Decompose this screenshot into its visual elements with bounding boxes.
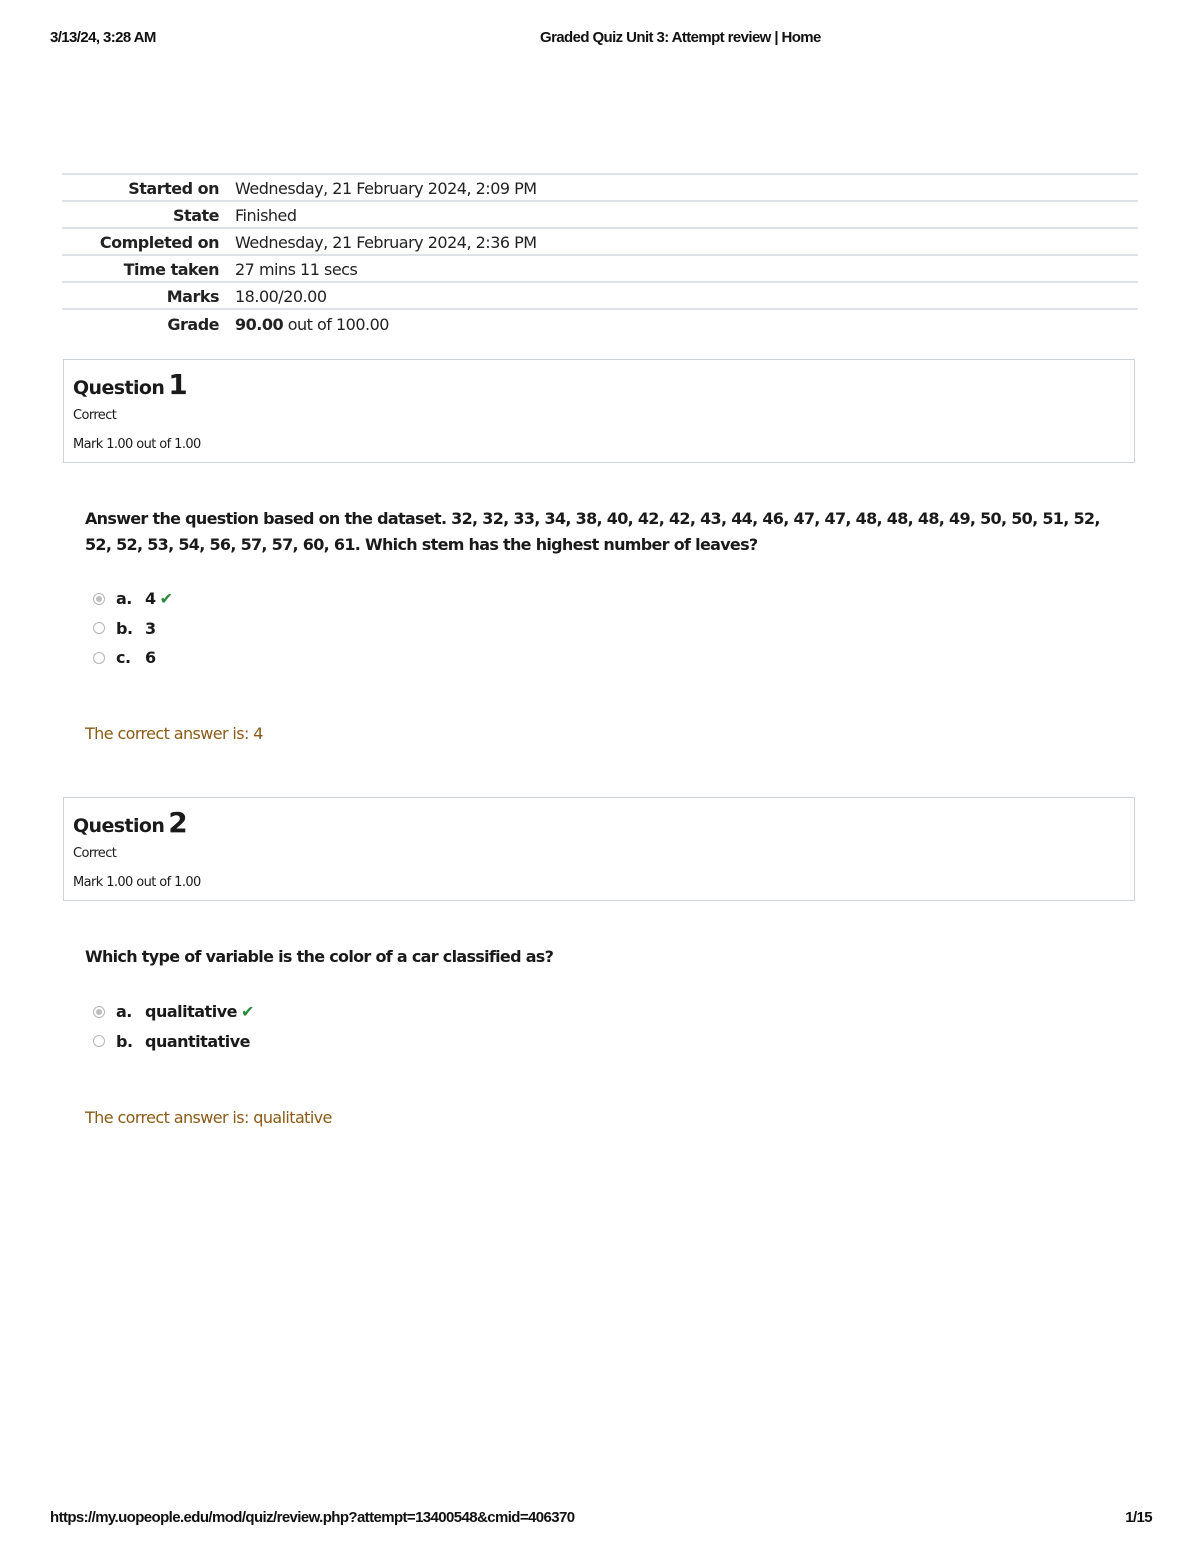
answer-letter: b. — [116, 618, 133, 638]
summary-row — [62, 201, 1138, 228]
answer-options — [93, 584, 173, 673]
answer-option[interactable] — [93, 584, 173, 614]
summary-row — [62, 228, 1138, 255]
radio-icon[interactable] — [93, 652, 105, 664]
summary-row — [62, 174, 1138, 201]
question-number: 1 — [168, 368, 188, 401]
summary-row — [62, 309, 1138, 336]
question-text: Answer the question based on the dataset. 32, 32, 33, 34, 38, 40, 42, 42, 43, 44, 46, 47, 47, 48, 48, 48, 49, 50, 50, 51, 52, 52, 52, 53, 54, 56, 57, 57, 60, 61. Which stem has the highest number of leaves? — [85, 509, 1100, 554]
question-info-box — [63, 359, 1135, 463]
answer-letter: a. — [116, 589, 132, 609]
answer-text: quantitative — [145, 1031, 251, 1051]
page-number: 1/15 — [1125, 1509, 1152, 1526]
summary-row — [62, 282, 1138, 309]
summary-value: Wednesday, 21 February 2024, 2:09 PM — [235, 179, 537, 198]
summary-label: Marks — [166, 287, 219, 306]
answer-options — [93, 997, 254, 1056]
answer-letter: c. — [116, 648, 131, 668]
summary-value: 27 mins 11 secs — [235, 260, 358, 279]
summary-label: Completed on — [99, 233, 219, 252]
summary-value: Wednesday, 21 February 2024, 2:36 PM — [235, 233, 537, 252]
radio-selected-icon[interactable] — [93, 593, 105, 605]
answer-text: qualitative — [145, 1002, 237, 1022]
answer-text: 6 — [145, 648, 156, 668]
question-mark: Mark 1.00 out of 1.00 — [73, 437, 201, 452]
question-title-label: Question — [73, 815, 165, 837]
radio-icon[interactable] — [93, 622, 105, 634]
question-number: 2 — [168, 806, 188, 839]
right-answer-feedback: The correct answer is: qualitative — [85, 1108, 332, 1127]
check-icon: ✔ — [240, 1002, 254, 1022]
answer-text: 3 — [145, 618, 156, 638]
quiz-summary-table — [62, 173, 1138, 336]
answer-letter: a. — [116, 1002, 132, 1022]
answer-option[interactable] — [93, 997, 254, 1027]
summary-label: Grade — [167, 314, 219, 334]
summary-label: Started on — [128, 179, 219, 198]
print-page-title: Graded Quiz Unit 3: Attempt review | Home — [540, 29, 821, 46]
radio-icon[interactable] — [93, 1035, 105, 1047]
question-mark: Mark 1.00 out of 1.00 — [73, 875, 201, 890]
summary-value: Finished — [235, 206, 297, 225]
print-header — [50, 29, 1152, 49]
page-url: https://my.uopeople.edu/mod/quiz/review.php?attempt=13400548&cmid=406370 — [50, 1509, 575, 1526]
answer-letter: b. — [116, 1031, 133, 1051]
check-icon: ✔ — [159, 589, 173, 609]
answer-text: 4 — [145, 589, 156, 609]
answer-option[interactable] — [93, 614, 173, 644]
grade-out-of: out of 100.00 — [283, 314, 389, 334]
question-title — [73, 806, 187, 839]
question-state: Correct — [73, 408, 117, 423]
answer-option[interactable] — [93, 643, 173, 673]
summary-row — [62, 255, 1138, 282]
question-title — [73, 368, 187, 401]
question-title-label: Question — [73, 377, 165, 399]
radio-selected-icon[interactable] — [93, 1006, 105, 1018]
right-answer-feedback: The correct answer is: 4 — [85, 724, 263, 743]
grade-value: 90.00 — [235, 314, 284, 334]
question-info-box — [63, 797, 1135, 901]
print-datetime: 3/13/24, 3:28 AM — [50, 29, 156, 46]
answer-option[interactable] — [93, 1027, 254, 1057]
summary-value — [235, 309, 1138, 336]
summary-label: State — [173, 206, 219, 225]
question-state: Correct — [73, 846, 117, 861]
summary-value: 18.00/20.00 — [235, 287, 327, 306]
summary-label: Time taken — [123, 260, 219, 279]
question-text: Which type of variable is the color of a car classified as? — [85, 947, 554, 966]
print-footer — [50, 1509, 1152, 1529]
